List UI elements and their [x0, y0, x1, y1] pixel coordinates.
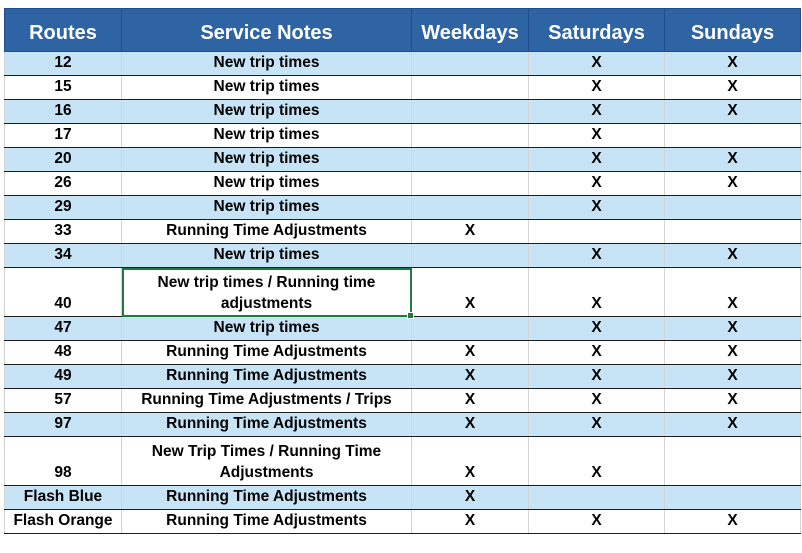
table-row: [5, 389, 801, 413]
sundays-cell[interactable]: X: [665, 341, 801, 365]
saturdays-cell[interactable]: X: [529, 76, 665, 100]
table-row: [5, 244, 801, 268]
table-row: [5, 124, 801, 148]
service-notes-cell[interactable]: New trip times: [122, 244, 412, 268]
service-notes-cell[interactable]: Running Time Adjustments: [122, 486, 412, 510]
header-row: [5, 9, 801, 52]
table-row: [5, 437, 801, 486]
sundays-cell[interactable]: X: [665, 244, 801, 268]
saturdays-cell[interactable]: X: [529, 510, 665, 534]
route-cell[interactable]: 47: [5, 317, 122, 341]
service-notes-cell[interactable]: Running Time Adjustments: [122, 413, 412, 437]
route-cell[interactable]: 48: [5, 341, 122, 365]
table-row: [5, 148, 801, 172]
route-cell[interactable]: 40: [5, 268, 122, 317]
weekdays-cell[interactable]: X: [412, 389, 529, 413]
weekdays-cell[interactable]: X: [412, 413, 529, 437]
saturdays-cell[interactable]: X: [529, 389, 665, 413]
header-weekdays[interactable]: Weekdays: [412, 9, 529, 52]
sundays-cell[interactable]: [665, 196, 801, 220]
service-notes-cell[interactable]: Running Time Adjustments: [122, 220, 412, 244]
saturdays-cell[interactable]: X: [529, 437, 665, 486]
sundays-cell[interactable]: [665, 486, 801, 510]
route-cell[interactable]: 29: [5, 196, 122, 220]
table-row: [5, 172, 801, 196]
saturdays-cell[interactable]: X: [529, 413, 665, 437]
sundays-cell[interactable]: X: [665, 52, 801, 76]
sundays-cell[interactable]: X: [665, 413, 801, 437]
route-cell[interactable]: Flash Orange: [5, 510, 122, 534]
weekdays-cell[interactable]: [412, 124, 529, 148]
saturdays-cell[interactable]: X: [529, 317, 665, 341]
service-notes-cell[interactable]: Running Time Adjustments: [122, 510, 412, 534]
weekdays-cell[interactable]: [412, 244, 529, 268]
service-notes-cell[interactable]: New trip times: [122, 317, 412, 341]
sundays-cell[interactable]: [665, 437, 801, 486]
weekdays-cell[interactable]: [412, 196, 529, 220]
weekdays-cell[interactable]: X: [412, 437, 529, 486]
saturdays-cell[interactable]: X: [529, 124, 665, 148]
service-changes-table: [4, 8, 801, 534]
sundays-cell[interactable]: X: [665, 76, 801, 100]
sundays-cell[interactable]: [665, 220, 801, 244]
weekdays-cell[interactable]: [412, 172, 529, 196]
saturdays-cell[interactable]: X: [529, 172, 665, 196]
header-sundays[interactable]: Sundays: [665, 9, 801, 52]
fill-handle[interactable]: [407, 312, 414, 319]
service-notes-cell[interactable]: Running Time Adjustments: [122, 365, 412, 389]
saturdays-cell[interactable]: X: [529, 268, 665, 317]
service-notes-cell[interactable]: Running Time Adjustments / Trips: [122, 389, 412, 413]
service-notes-cell[interactable]: New trip times: [122, 172, 412, 196]
service-notes-cell[interactable]: New trip times: [122, 100, 412, 124]
header-routes[interactable]: Routes: [5, 9, 122, 52]
table-row: [5, 341, 801, 365]
header-service-notes[interactable]: Service Notes: [122, 9, 412, 52]
table-row: [5, 220, 801, 244]
saturdays-cell[interactable]: [529, 486, 665, 510]
service-notes-cell[interactable]: Running Time Adjustments: [122, 341, 412, 365]
service-notes-cell[interactable]: New trip times: [122, 52, 412, 76]
weekdays-cell[interactable]: [412, 76, 529, 100]
route-cell[interactable]: 57: [5, 389, 122, 413]
table-row: [5, 510, 801, 534]
weekdays-cell[interactable]: [412, 100, 529, 124]
weekdays-cell[interactable]: X: [412, 510, 529, 534]
saturdays-cell[interactable]: X: [529, 341, 665, 365]
route-cell[interactable]: 97: [5, 413, 122, 437]
weekdays-cell[interactable]: [412, 317, 529, 341]
weekdays-cell[interactable]: X: [412, 365, 529, 389]
header-saturdays[interactable]: Saturdays: [529, 9, 665, 52]
route-cell[interactable]: 15: [5, 76, 122, 100]
route-cell[interactable]: 26: [5, 172, 122, 196]
weekdays-cell[interactable]: X: [412, 220, 529, 244]
service-notes-cell[interactable]: New trip times: [122, 148, 412, 172]
route-cell[interactable]: 20: [5, 148, 122, 172]
saturdays-cell[interactable]: X: [529, 100, 665, 124]
route-cell[interactable]: 12: [5, 52, 122, 76]
service-notes-cell[interactable]: New trip times: [122, 76, 412, 100]
weekdays-cell[interactable]: X: [412, 268, 529, 317]
table-row: [5, 196, 801, 220]
route-cell[interactable]: 34: [5, 244, 122, 268]
route-cell[interactable]: Flash Blue: [5, 486, 122, 510]
service-notes-cell[interactable]: New trip times: [122, 124, 412, 148]
weekdays-cell[interactable]: X: [412, 486, 529, 510]
service-notes-cell[interactable]: New Trip Times / Running Time Adjustments: [122, 437, 412, 486]
sundays-cell[interactable]: X: [665, 100, 801, 124]
saturdays-cell[interactable]: X: [529, 52, 665, 76]
sundays-cell[interactable]: X: [665, 365, 801, 389]
table-row: [5, 365, 801, 389]
service-notes-cell[interactable]: New trip times: [122, 196, 412, 220]
route-cell[interactable]: 33: [5, 220, 122, 244]
sundays-cell[interactable]: X: [665, 148, 801, 172]
table-row: [5, 52, 801, 76]
saturdays-cell[interactable]: X: [529, 148, 665, 172]
sundays-cell[interactable]: X: [665, 172, 801, 196]
sundays-cell[interactable]: X: [665, 389, 801, 413]
saturdays-cell[interactable]: X: [529, 365, 665, 389]
sundays-cell[interactable]: X: [665, 510, 801, 534]
route-cell[interactable]: 98: [5, 437, 122, 486]
table-row: [5, 268, 801, 317]
table-row: [5, 413, 801, 437]
weekdays-cell[interactable]: X: [412, 341, 529, 365]
saturdays-cell[interactable]: X: [529, 196, 665, 220]
saturdays-cell[interactable]: [529, 220, 665, 244]
sundays-cell[interactable]: X: [665, 268, 801, 317]
sundays-cell[interactable]: [665, 124, 801, 148]
route-cell[interactable]: 16: [5, 100, 122, 124]
table-row: [5, 100, 801, 124]
saturdays-cell[interactable]: X: [529, 244, 665, 268]
table-row: [5, 486, 801, 510]
route-cell[interactable]: 49: [5, 365, 122, 389]
table-row: [5, 317, 801, 341]
sundays-cell[interactable]: X: [665, 317, 801, 341]
route-cell[interactable]: 17: [5, 124, 122, 148]
service-notes-cell-selected[interactable]: [122, 268, 412, 317]
weekdays-cell[interactable]: [412, 52, 529, 76]
service-notes-text: New trip times / Running time adjustments: [157, 274, 376, 312]
table-row: [5, 76, 801, 100]
weekdays-cell[interactable]: [412, 148, 529, 172]
